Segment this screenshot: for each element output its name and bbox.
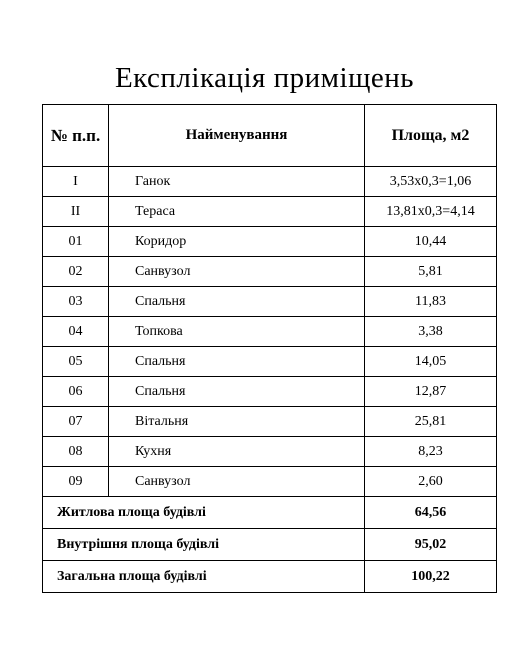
- table-row: [43, 227, 497, 257]
- room-area: 8,23: [365, 437, 497, 467]
- room-area: 3,53x0,3=1,06: [365, 167, 497, 197]
- room-number: 06: [43, 377, 109, 407]
- total-row-overall: [43, 561, 497, 593]
- table-row: [43, 377, 497, 407]
- room-area: 12,87: [365, 377, 497, 407]
- room-number: 05: [43, 347, 109, 377]
- total-label: Внутрішня площа будівлі: [43, 529, 365, 561]
- table-row: [43, 347, 497, 377]
- header-area: Площа, м2: [365, 105, 497, 167]
- room-area: 10,44: [365, 227, 497, 257]
- room-name: Тераса: [109, 197, 365, 227]
- room-name: Кухня: [109, 437, 365, 467]
- table-row: [43, 407, 497, 437]
- total-label: Житлова площа будівлі: [43, 497, 365, 529]
- table-row: [43, 287, 497, 317]
- room-area: 25,81: [365, 407, 497, 437]
- room-name: Спальня: [109, 287, 365, 317]
- total-row-internal: [43, 529, 497, 561]
- room-area: 3,38: [365, 317, 497, 347]
- table-row: [43, 197, 497, 227]
- room-name: Санвузол: [109, 257, 365, 287]
- explication-table: [42, 104, 497, 593]
- room-number: 04: [43, 317, 109, 347]
- room-number: I: [43, 167, 109, 197]
- table-row: [43, 467, 497, 497]
- header-name: Найменування: [109, 105, 365, 167]
- room-number: II: [43, 197, 109, 227]
- room-number: 02: [43, 257, 109, 287]
- room-number: 08: [43, 437, 109, 467]
- total-value: 95,02: [365, 529, 497, 561]
- document-title: Експлікація приміщень: [114, 62, 415, 94]
- room-name: Вітальня: [109, 407, 365, 437]
- table-row: [43, 167, 497, 197]
- room-area: 5,81: [365, 257, 497, 287]
- room-name: Спальня: [109, 347, 365, 377]
- table-row: [43, 437, 497, 467]
- room-name: Санвузол: [109, 467, 365, 497]
- room-number: 03: [43, 287, 109, 317]
- room-area: 13,81x0,3=4,14: [365, 197, 497, 227]
- table-row: [43, 257, 497, 287]
- header-number: № п.п.: [43, 105, 109, 167]
- room-number: 01: [43, 227, 109, 257]
- room-name: Коридор: [109, 227, 365, 257]
- room-area: 11,83: [365, 287, 497, 317]
- room-number: 09: [43, 467, 109, 497]
- table-header-row: [43, 105, 497, 167]
- total-row-living: [43, 497, 497, 529]
- room-area: 2,60: [365, 467, 497, 497]
- table-row: [43, 317, 497, 347]
- room-name: Ганок: [109, 167, 365, 197]
- room-name: Спальня: [109, 377, 365, 407]
- room-name: Топкова: [109, 317, 365, 347]
- room-number: 07: [43, 407, 109, 437]
- total-value: 64,56: [365, 497, 497, 529]
- total-label: Загальна площа будівлі: [43, 561, 365, 593]
- room-area: 14,05: [365, 347, 497, 377]
- total-value: 100,22: [365, 561, 497, 593]
